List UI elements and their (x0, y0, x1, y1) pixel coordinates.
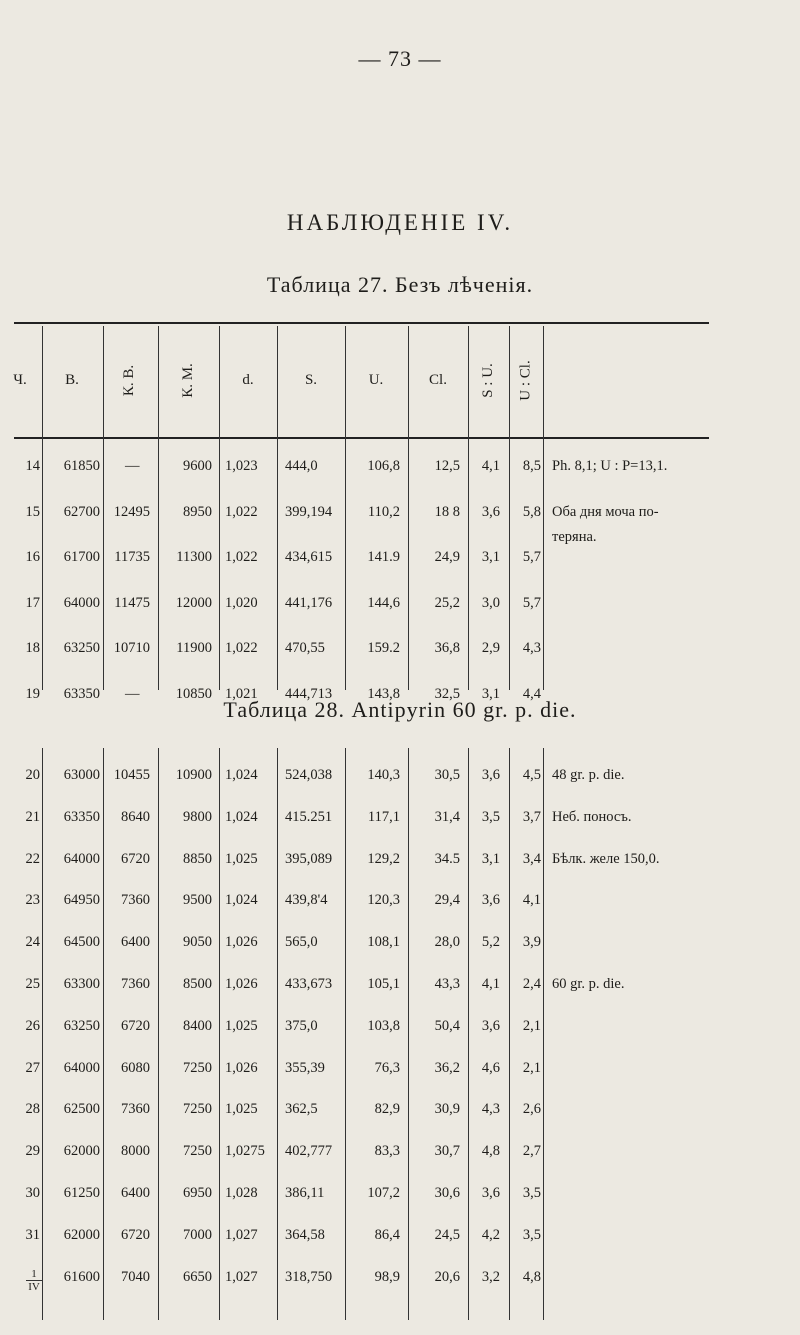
table-cell: 395,089 (285, 850, 333, 867)
table-cell: 524,038 (285, 767, 333, 783)
table-cell: 375,0 (285, 1017, 318, 1034)
table-cell: 30 (25, 1185, 40, 1201)
table-cell: 2,6 (522, 1101, 541, 1118)
column-header-label: Cl. (429, 371, 447, 388)
table-cell: 1,026 (225, 1059, 258, 1076)
table-cell: 415.251 (285, 808, 333, 825)
table-cell: 3,0 (481, 594, 500, 611)
table-cell: 10455 (113, 767, 150, 783)
table-cell: 1,025 (225, 1101, 258, 1118)
table-cell: 32,5 (434, 685, 460, 702)
table-cell: 2,7 (522, 1143, 541, 1160)
table-cell: 4,2 (481, 1226, 500, 1243)
table-cell: 30,6 (434, 1185, 460, 1201)
table-cell: 76,3 (374, 1059, 400, 1076)
table-cell: 25 (25, 976, 40, 992)
table-cell: 63300 (63, 976, 100, 992)
table-cell: 565,0 (285, 934, 318, 951)
table-cell: 4,8 (522, 1268, 541, 1285)
table-cell: 30,9 (434, 1101, 460, 1118)
table-cell: 2,4 (522, 976, 541, 992)
table-cell: 15 (25, 503, 40, 520)
table-cell: 3,5 (522, 1185, 541, 1201)
table-cell: 103,8 (367, 1017, 400, 1034)
table-cell: 61700 (63, 549, 100, 565)
table-cell: 8,5 (522, 458, 541, 474)
table-cell: 22 (25, 850, 40, 867)
table-cell: 64000 (63, 850, 100, 867)
column-header (105, 345, 155, 415)
table-cell: 12000 (175, 594, 212, 611)
table-cell: 3,1 (481, 685, 500, 702)
table-cell: 23 (25, 892, 40, 909)
table-cell: 3,6 (481, 892, 500, 909)
table-cell: 11475 (114, 594, 150, 611)
table-cell: 24,9 (434, 549, 460, 565)
table-cell: 3,6 (481, 1185, 500, 1201)
column-divider (277, 326, 278, 690)
table-cell: 8400 (183, 1017, 212, 1034)
table-cell: 3,5 (481, 808, 500, 825)
table-cell: 7250 (183, 1101, 212, 1118)
table-cell: 3,7 (522, 808, 541, 825)
table-cell: 36,8 (434, 640, 460, 656)
table-cell: 12,5 (434, 458, 460, 474)
table-cell: 11300 (176, 549, 212, 565)
table-note: теряна. (552, 528, 597, 545)
table-cell: 30,5 (434, 767, 460, 783)
table-cell: 3,6 (481, 1017, 500, 1034)
table-cell: 441,176 (285, 594, 333, 611)
table-cell: 24,5 (434, 1226, 460, 1243)
table-cell: 28 (25, 1101, 40, 1118)
column-divider (468, 748, 469, 1320)
table-cell: 444,713 (285, 685, 333, 702)
observation-heading: НАБЛЮДЕНІЕ IV. (286, 210, 514, 235)
table-cell: 120,3 (367, 892, 400, 909)
column-header (286, 345, 336, 415)
table-cell: — (125, 458, 140, 474)
column-divider (219, 326, 220, 690)
table-cell: 64950 (63, 892, 100, 909)
table-cell: 62000 (63, 1143, 100, 1160)
table-top-rule (14, 322, 709, 324)
column-divider (277, 748, 278, 1320)
table-cell: 7360 (121, 892, 150, 909)
table-cell: 1,027 (225, 1268, 258, 1285)
table-cell: 3,6 (481, 767, 500, 783)
table-cell: 83,3 (374, 1143, 400, 1160)
table-cell: 3,9 (522, 934, 541, 951)
table-cell: 140,3 (367, 767, 400, 783)
table-cell: 63000 (63, 767, 100, 783)
table-cell: 105,1 (367, 976, 400, 992)
table-cell: 1,025 (225, 850, 258, 867)
table-cell: 6720 (121, 1226, 150, 1243)
table-cell: 318,750 (285, 1268, 333, 1285)
table-cell: 386,11 (285, 1185, 325, 1201)
table-cell: 399,194 (285, 503, 333, 520)
page-number: — 73 — (358, 46, 442, 71)
column-header-label: U. (368, 371, 384, 388)
table-cell: 1,021 (225, 685, 258, 702)
table-cell: 1,024 (225, 767, 258, 783)
table-cell: — (125, 685, 140, 702)
table-cell: 10850 (175, 685, 212, 702)
table-cell: 9500 (183, 892, 212, 909)
column-divider (42, 748, 43, 1320)
table-cell: 82,9 (374, 1101, 400, 1118)
table-cell: 86,4 (374, 1226, 400, 1243)
table-cell: 7000 (183, 1226, 212, 1243)
table-cell: 16 (25, 549, 40, 565)
table-cell: 108,1 (367, 934, 400, 951)
table-cell: 2,1 (522, 1017, 541, 1034)
table-cell: 110,2 (367, 503, 400, 520)
table-cell: 3,4 (522, 850, 541, 867)
table-cell: 20,6 (434, 1268, 460, 1285)
table-cell: 64500 (63, 934, 100, 951)
column-header (351, 345, 401, 415)
table-cell: 4,4 (522, 685, 541, 702)
table-cell: 3,2 (481, 1268, 500, 1285)
table-cell: 1,022 (225, 549, 258, 565)
table-cell: 6720 (121, 1017, 150, 1034)
table-cell: 8850 (183, 850, 212, 867)
table-cell: 434,615 (285, 549, 333, 565)
table-cell: 7250 (183, 1059, 212, 1076)
table-note: 60 gr. p. die. (552, 976, 625, 992)
table-cell: 43,3 (434, 976, 460, 992)
table-cell: 1,026 (225, 934, 258, 951)
column-header (413, 345, 463, 415)
table-cell: 106,8 (367, 458, 400, 474)
table-cell: 8500 (183, 976, 212, 992)
table-cell: 63350 (63, 685, 100, 702)
table-cell: 34.5 (434, 850, 460, 867)
column-header (501, 345, 551, 415)
table-cell: 30,7 (434, 1143, 460, 1160)
table-cell: 8950 (183, 503, 212, 520)
table-cell: 24 (25, 934, 40, 951)
table-note: 48 gr. p. die. (552, 767, 625, 783)
table-cell: 61600 (63, 1268, 100, 1285)
table-cell: 5,7 (522, 594, 541, 611)
table-cell: 439,8'4 (285, 892, 328, 909)
table-cell: 62000 (63, 1226, 100, 1243)
table-cell: 4,3 (522, 640, 541, 656)
column-header (47, 345, 97, 415)
table-cell: 7250 (183, 1143, 212, 1160)
table-cell: 355,39 (285, 1059, 325, 1076)
table-cell: 1,020 (225, 594, 258, 611)
table-cell: 28,0 (434, 934, 460, 951)
table-cell: 6720 (121, 850, 150, 867)
table-cell: 18 (25, 640, 40, 656)
table-cell: 27 (25, 1059, 40, 1076)
table-cell: 19 (25, 685, 40, 702)
column-divider (408, 748, 409, 1320)
table-cell: 1,024 (225, 892, 258, 909)
table-cell: 1,022 (225, 503, 258, 520)
table-cell: 129,2 (367, 850, 400, 867)
table-cell: 1,023 (225, 458, 258, 474)
table-cell: 63250 (63, 1017, 100, 1034)
table-cell: 50,4 (434, 1017, 460, 1034)
table-cell: 62500 (63, 1101, 100, 1118)
table-cell: 63250 (63, 640, 100, 656)
table-cell: 3,5 (522, 1226, 541, 1243)
table-cell: 364,58 (285, 1226, 325, 1243)
table-cell: 7040 (121, 1268, 150, 1285)
table-note: Бѣлк. желе 150,0. (552, 850, 660, 867)
column-divider (103, 748, 104, 1320)
table-cell: 4,5 (522, 767, 541, 783)
table-cell: 444,0 (285, 458, 318, 474)
table-cell: 141.9 (367, 549, 400, 565)
table-cell: 4,1 (481, 976, 500, 992)
column-header (0, 345, 45, 415)
table-cell: 5,7 (522, 549, 541, 565)
table-cell: 1,0275 (225, 1143, 265, 1160)
table-cell: 6650 (183, 1268, 212, 1285)
table-cell: 3,1 (481, 549, 500, 565)
column-divider (408, 326, 409, 690)
table-cell: 1,027 (225, 1226, 258, 1243)
table-cell: 29,4 (434, 892, 460, 909)
table-cell: 1 IV (26, 1268, 42, 1293)
table-cell: 31,4 (434, 808, 460, 825)
table-cell: 5,8 (522, 503, 541, 520)
table-cell: 1,022 (225, 640, 258, 656)
table-cell: 4,6 (481, 1059, 500, 1076)
column-divider (345, 326, 346, 690)
column-header (223, 345, 273, 415)
table-cell: 29 (25, 1143, 40, 1160)
table-cell: 36,2 (434, 1059, 460, 1076)
table-cell: 4,3 (481, 1101, 500, 1118)
table-cell: 4,8 (481, 1143, 500, 1160)
table-cell: 1,024 (225, 808, 258, 825)
table27-caption: Таблица 27. Безъ лѣченія. (266, 272, 534, 297)
table-cell: 1,028 (225, 1185, 258, 1201)
table-note: Ph. 8,1; U : P=13,1. (552, 458, 668, 474)
table-cell: 20 (25, 767, 40, 783)
table-cell: 61850 (63, 458, 100, 474)
table-cell: 61250 (63, 1185, 100, 1201)
table-cell: 63350 (63, 808, 100, 825)
table-cell: 4,1 (481, 458, 500, 474)
table-cell: 5,2 (481, 934, 500, 951)
table-cell: 6950 (183, 1185, 212, 1201)
column-header-label: S : U. (479, 362, 496, 398)
table-cell: 143,8 (367, 685, 400, 702)
table-cell: 12495 (113, 503, 150, 520)
column-header-label: U : Cl. (517, 359, 534, 401)
table-header-rule (14, 437, 709, 439)
table-cell: 144,6 (367, 594, 400, 611)
table-cell: 8640 (121, 808, 150, 825)
table-cell: 3,6 (481, 503, 500, 520)
column-divider (543, 748, 544, 1320)
table-cell: 10900 (175, 767, 212, 783)
table-cell: 62700 (63, 503, 100, 520)
column-header-label: К. М. (179, 362, 196, 398)
column-header-label: d. (242, 371, 254, 388)
table-note: Оба дня моча по- (552, 503, 659, 520)
table-cell: 2,9 (481, 640, 500, 656)
table-note: Неб. поносъ. (552, 808, 632, 825)
table-cell: 18 8 (434, 503, 460, 520)
table-cell: 17 (25, 594, 40, 611)
table-cell: 2,1 (522, 1059, 541, 1076)
column-divider (103, 326, 104, 690)
column-header-label: В. (65, 371, 79, 388)
table-cell: 6080 (121, 1059, 150, 1076)
table-cell: 98,9 (374, 1268, 400, 1285)
table-cell: 8000 (121, 1143, 150, 1160)
table-cell: 6400 (121, 934, 150, 951)
column-header-label: К. В. (121, 364, 138, 396)
table-cell: 402,777 (285, 1143, 333, 1160)
column-divider (345, 748, 346, 1320)
table-cell: 117,1 (367, 808, 400, 825)
table-cell: 64000 (63, 1059, 100, 1076)
table28-caption: Таблица 28. Antipyrin 60 gr. p. die. (223, 697, 577, 722)
table-cell: 9800 (183, 808, 212, 825)
table-cell: 26 (25, 1017, 40, 1034)
table-cell: 14 (25, 458, 40, 474)
table-cell: 107,2 (367, 1185, 400, 1201)
table-cell: 31 (25, 1226, 40, 1243)
table-cell: 4,1 (522, 892, 541, 909)
column-header-label: S. (304, 371, 318, 388)
table-cell: 1,026 (225, 976, 258, 992)
table-cell: 11900 (176, 640, 212, 656)
table-cell: 64000 (63, 594, 100, 611)
table-cell: 159.2 (367, 640, 400, 656)
table-cell: 11735 (114, 549, 150, 565)
column-divider (509, 748, 510, 1320)
table-cell: 25,2 (434, 594, 460, 611)
table-cell: 9050 (183, 934, 212, 951)
table-cell: 362,5 (285, 1101, 318, 1118)
table-cell: 470,55 (285, 640, 325, 656)
table-cell: 7360 (121, 976, 150, 992)
table-cell: 21 (25, 808, 40, 825)
column-divider (219, 748, 220, 1320)
table-cell: 3,1 (481, 850, 500, 867)
column-divider (158, 748, 159, 1320)
table-cell: 6400 (121, 1185, 150, 1201)
table-cell: 9600 (183, 458, 212, 474)
table-cell: 1,025 (225, 1017, 258, 1034)
column-header (163, 345, 213, 415)
table-cell: 10710 (113, 640, 150, 656)
table-cell: 433,673 (285, 976, 333, 992)
column-divider (158, 326, 159, 690)
column-header-label: Ч. (13, 371, 27, 388)
table-cell: 7360 (121, 1101, 150, 1118)
